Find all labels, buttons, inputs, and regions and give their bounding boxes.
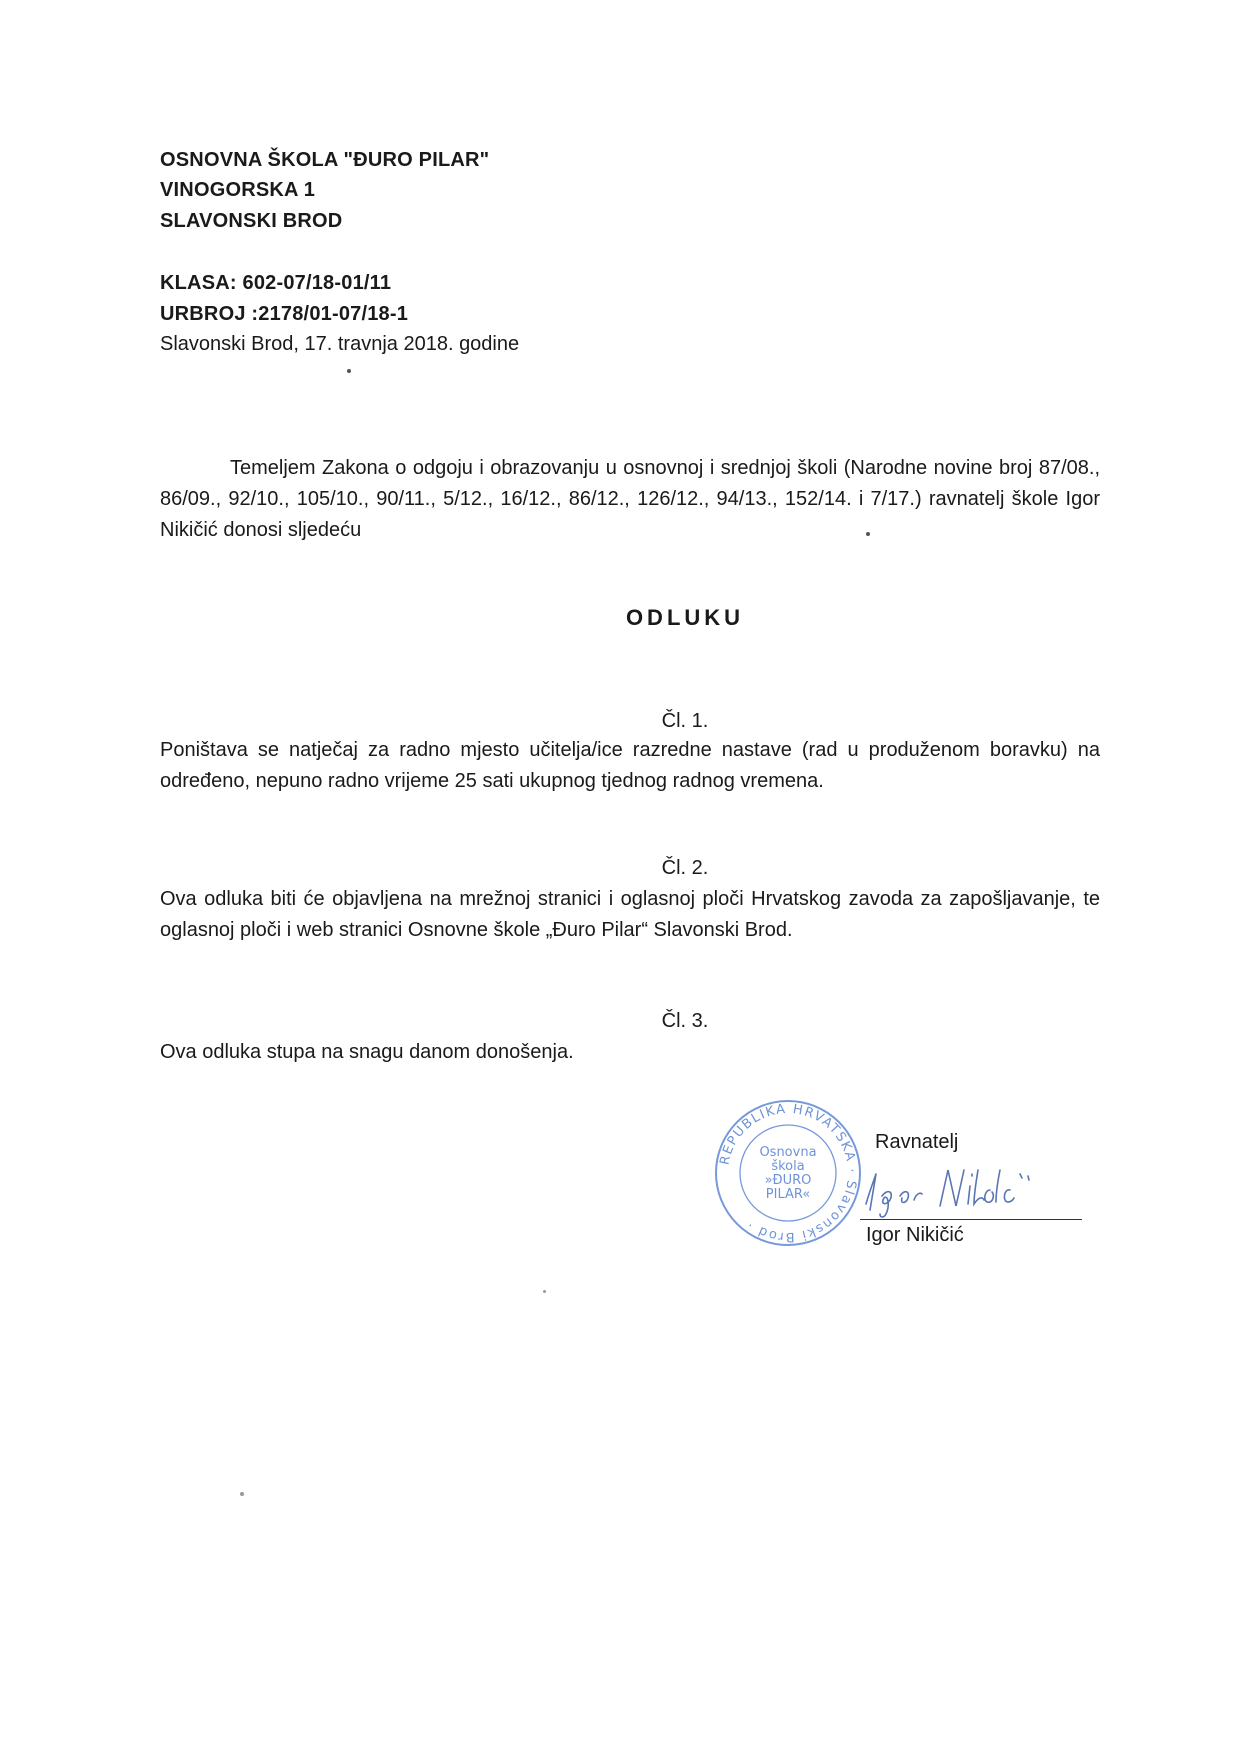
article-1-text: Poništava se natječaj za radno mjesto učitelja/ice razredne nastave (rad u produženom boravku) na određeno, nepuno radno vrijeme 25 sati ukupnog tjednog radnog vremena. bbox=[160, 739, 1100, 792]
stamp-line-2: škola bbox=[771, 1159, 805, 1174]
scan-speck bbox=[543, 1290, 546, 1293]
stamp-line-4: PILAR« bbox=[765, 1187, 811, 1202]
article-3-text: Ova odluka stupa na snagu danom donošenja. bbox=[160, 1041, 574, 1063]
stamp-outer-text: REPUBLIKA HRVATSKA · Slavonski Brod · bbox=[717, 1101, 860, 1245]
article-2-text: Ova odluka biti će objavljena na mrežnoj stranici i oglasnoj ploči Hrvatskog zavoda za zapošljavanje, te oglasnoj ploči i web stranici Osnovne škole „Đuro Pilar“ Slavonski Brod. bbox=[160, 888, 1100, 941]
klasa-number: KLASA: 602-07/18-01/11 bbox=[160, 272, 392, 294]
article-1-heading: Čl. 1. bbox=[661, 710, 709, 732]
signature-name: Igor Nikičić bbox=[866, 1224, 964, 1246]
urbroj-number: URBROJ :2178/01-07/18-1 bbox=[160, 303, 409, 325]
signature-role: Ravnatelj bbox=[875, 1131, 959, 1153]
scan-speck bbox=[240, 1492, 244, 1496]
school-name: OSNOVNA ŠKOLA "ĐURO PILAR" bbox=[160, 149, 490, 171]
date-line: Slavonski Brod, 17. travnja 2018. godine bbox=[160, 333, 520, 355]
article-3-heading: Čl. 3. bbox=[661, 1010, 709, 1032]
stamp-line-3: »ĐURO bbox=[764, 1173, 812, 1188]
scan-speck bbox=[866, 532, 870, 536]
handwritten-signature bbox=[860, 1160, 1040, 1220]
document-title: ODLUKU bbox=[625, 605, 745, 630]
scan-speck bbox=[347, 369, 351, 373]
stamp-line-1: Osnovna bbox=[759, 1145, 817, 1160]
school-city: SLAVONSKI BROD bbox=[160, 210, 343, 232]
article-2-heading: Čl. 2. bbox=[661, 857, 709, 879]
intro-paragraph: Temeljem Zakona o odgoju i obrazovanju u osnovnoj i srednjoj školi (Narodne novine broj 87/08., 86/09., 92/10., 105/10., 90/11., 5/12., 16/12., 86/12., 126/12., 94/13., 152/14. i 7/17.) ravnatelj škole Igor Nikičić donosi sljedeću bbox=[160, 457, 1100, 541]
school-stamp bbox=[713, 1098, 863, 1248]
school-street: VINOGORSKA 1 bbox=[160, 179, 316, 201]
signature-line bbox=[860, 1219, 1082, 1220]
